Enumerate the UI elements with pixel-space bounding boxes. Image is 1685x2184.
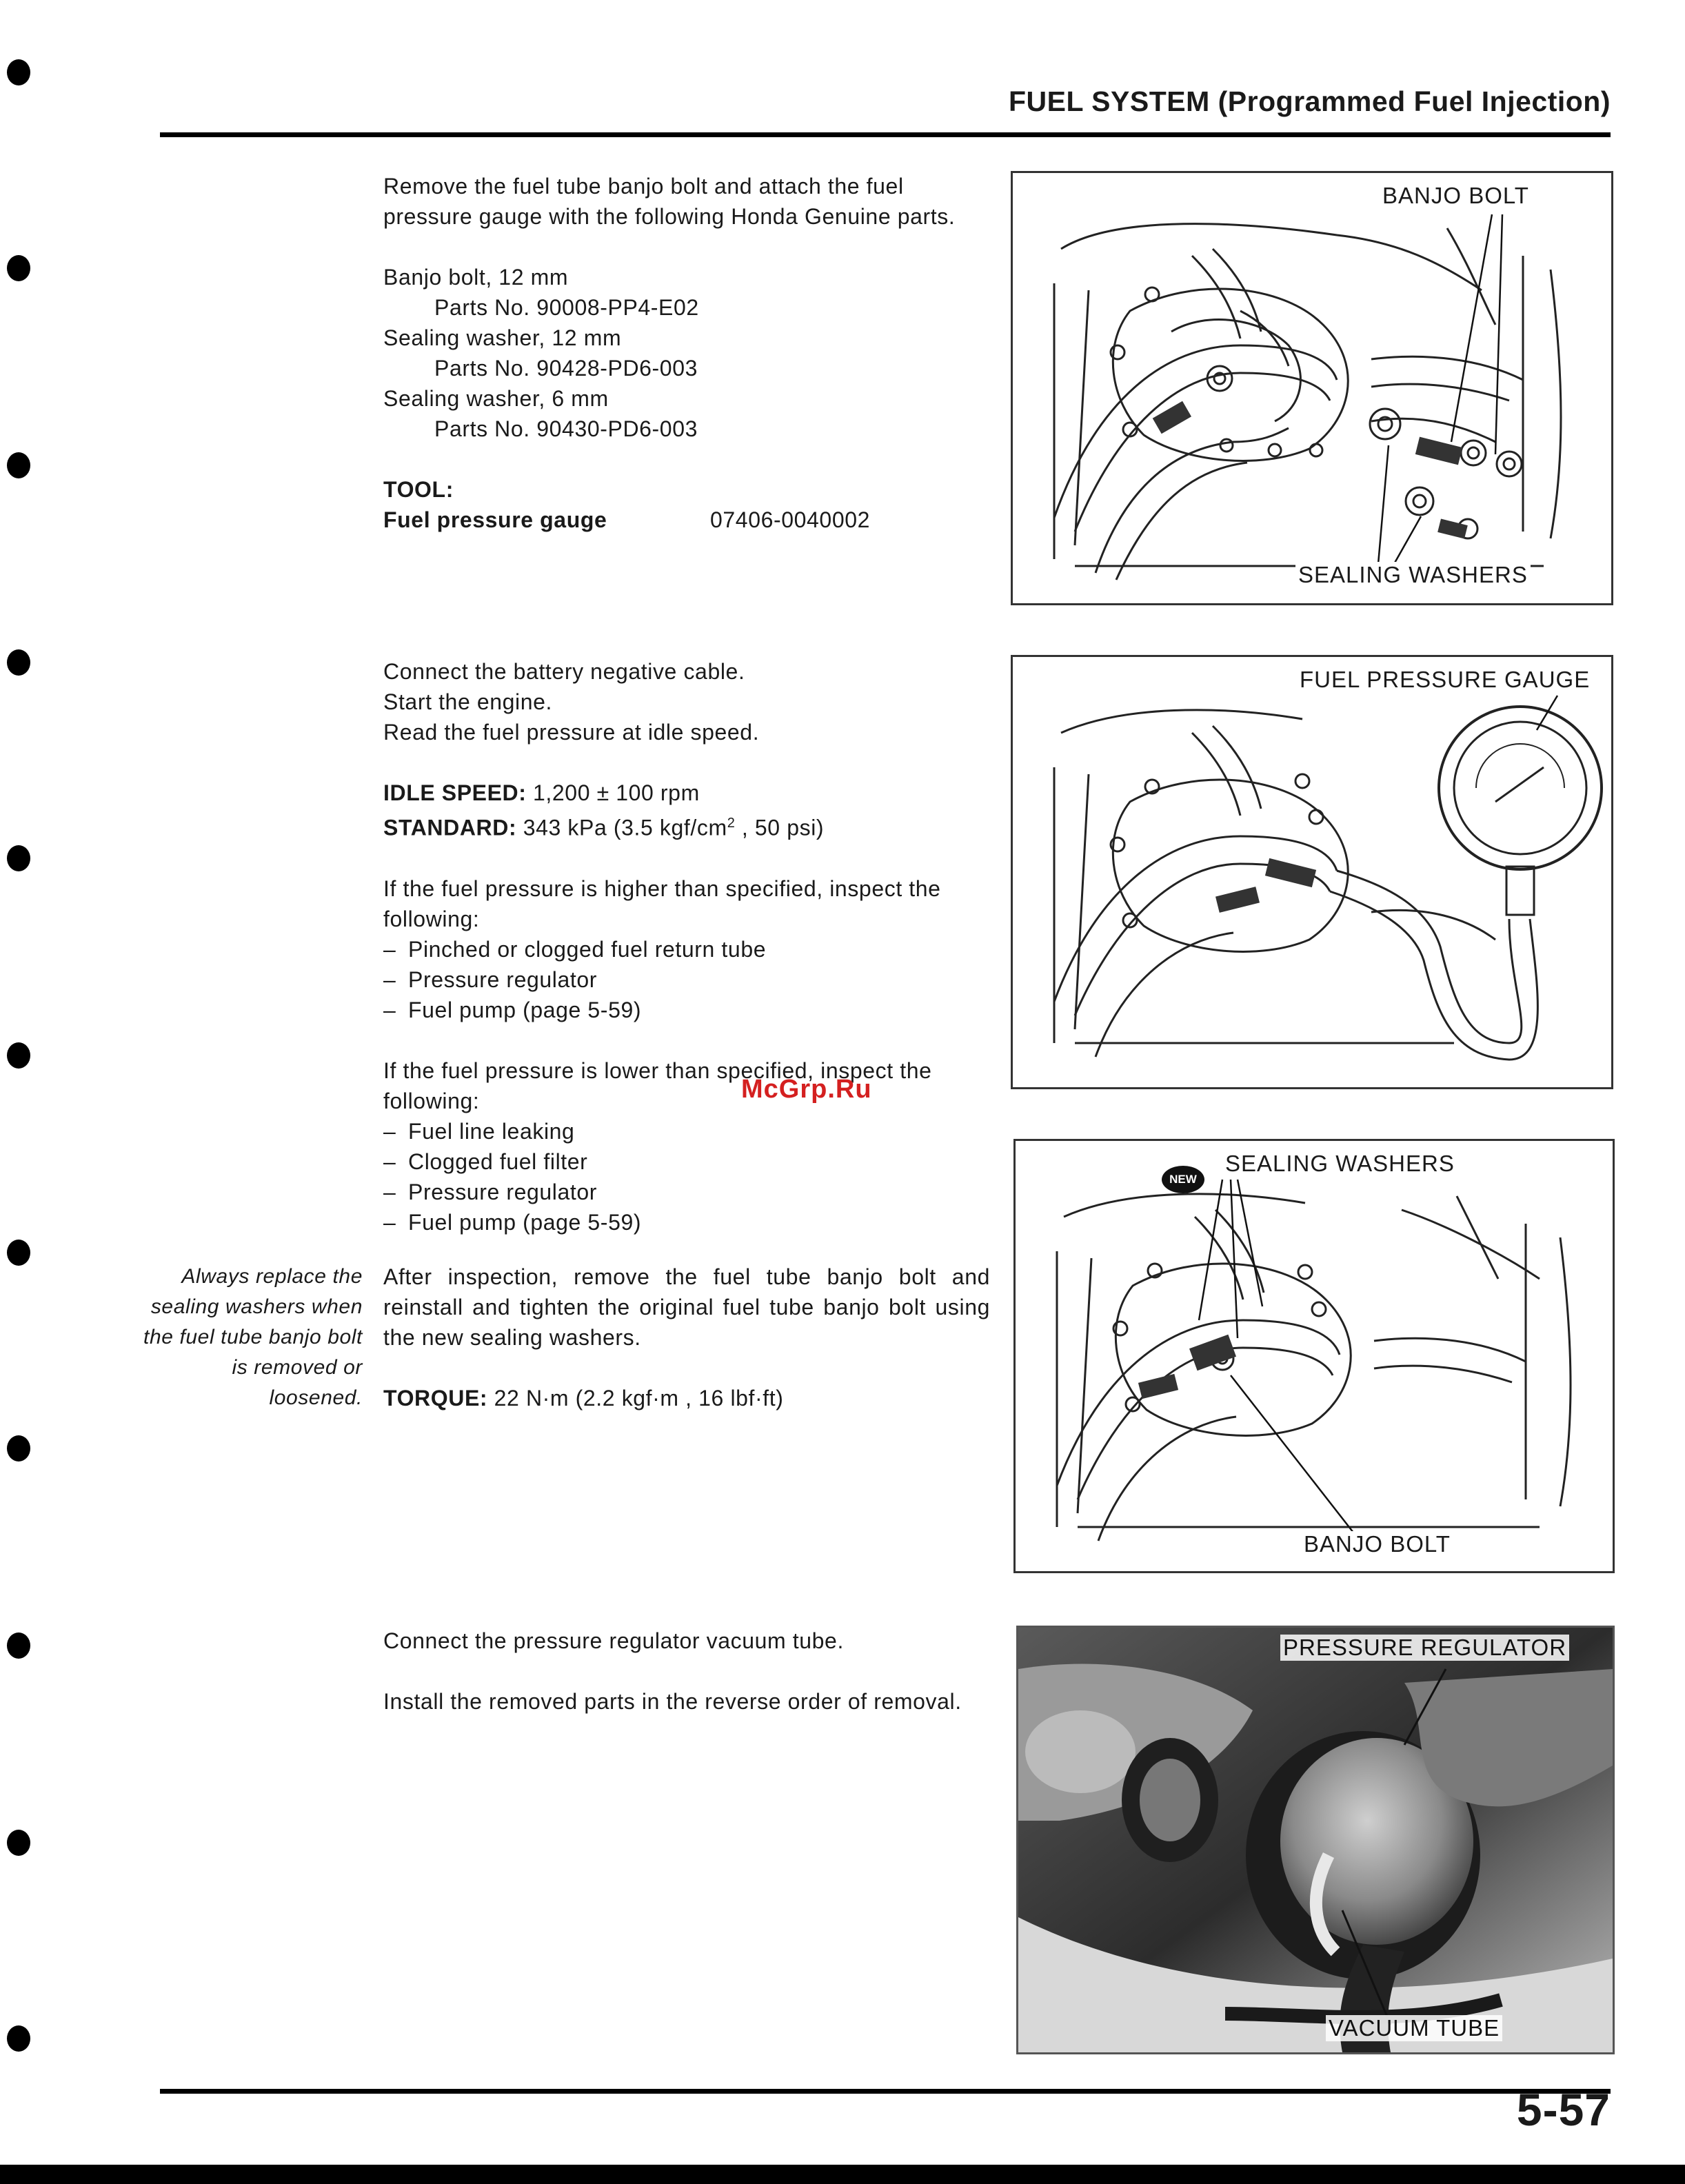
binding-hole <box>7 845 30 871</box>
torque-spec <box>383 1383 990 1413</box>
intro-paragraph: Remove the fuel tube banjo bolt and attach the fuel pressure gauge with the following Honda Genuine parts. <box>383 174 956 229</box>
reverse-order-step: Install the removed parts in the reverse order of removal. <box>383 1689 962 1714</box>
binding-hole <box>7 2025 30 2052</box>
binding-hole <box>7 1240 30 1266</box>
figure-banjo-bolt-washers <box>1011 171 1613 605</box>
pressure-gauge-illustration <box>1013 657 1611 1087</box>
torque-value: 22 N·m (2.2 kgf·m , 16 lbf·ft) <box>487 1386 784 1410</box>
reinstall-paragraph: After inspection, remove the fuel tube banjo bolt and reinstall and tighten the original fuel tube banjo bolt using the new sealing washers. <box>383 1264 990 1350</box>
label-sealing-washers: SEALING WASHERS <box>1222 1151 1457 1177</box>
tool-number: 07406-0040002 <box>710 507 871 532</box>
list-item: – Pressure regulator <box>383 1179 598 1204</box>
part-number: Parts No. 90430-PD6-003 <box>434 416 698 441</box>
figure-new-sealing-washers <box>1013 1139 1615 1573</box>
torque-label: TORQUE: <box>383 1386 488 1410</box>
section-fuel-pressure-check <box>383 656 990 1237</box>
list-item: – Clogged fuel filter <box>383 1149 588 1174</box>
standard-label: STANDARD: <box>383 815 517 840</box>
parts-list <box>383 262 990 444</box>
standard-superscript: 2 <box>727 816 736 831</box>
list-item: – Fuel line leaking <box>383 1118 575 1144</box>
binding-hole <box>7 1830 30 1856</box>
figure-fuel-pressure-gauge <box>1011 655 1613 1089</box>
label-banjo-bolt: BANJO BOLT <box>1380 183 1532 209</box>
binding-hole <box>7 452 30 478</box>
section-reinstall-banjo <box>383 1262 990 1413</box>
idle-speed-spec <box>383 778 990 808</box>
step: Start the engine. <box>383 689 553 714</box>
tool-row <box>383 505 990 535</box>
page-number: 5-57 <box>1516 2084 1611 2135</box>
banjo-bolt-reinstall-illustration <box>1016 1141 1613 1571</box>
tool-name: Fuel pressure gauge <box>383 507 607 532</box>
watermark: McGrp.Ru <box>741 1075 872 1104</box>
binding-hole <box>7 1632 30 1659</box>
header-rule <box>160 132 1611 137</box>
part-name: Sealing washer, 6 mm <box>383 386 609 411</box>
list-item: – Fuel pump (page 5-59) <box>383 1209 642 1235</box>
label-vacuum-tube: VACUUM TUBE <box>1326 2015 1502 2041</box>
list-item: – Pressure regulator <box>383 967 598 992</box>
binding-hole <box>7 1042 30 1069</box>
higher-pressure-intro: If the fuel pressure is higher than specified, inspect the following: <box>383 876 941 931</box>
footer-rule <box>160 2089 1611 2094</box>
standard-spec <box>383 808 990 843</box>
list-item: – Fuel pump (page 5-59) <box>383 997 642 1022</box>
part-number: Parts No. 90428-PD6-003 <box>434 356 698 381</box>
step: Read the fuel pressure at idle speed. <box>383 720 760 745</box>
new-part-icon: NEW <box>1162 1166 1204 1193</box>
standard-value: 343 kPa (3.5 kgf/cm <box>516 815 727 840</box>
vacuum-tube-step: Connect the pressure regulator vacuum tube. <box>383 1628 844 1653</box>
standard-value-tail: , 50 psi) <box>735 815 825 840</box>
step: Connect the battery negative cable. <box>383 659 745 684</box>
photo-pressure-regulator <box>1016 1626 1615 2054</box>
fuel-pump-illustration <box>1013 173 1611 603</box>
page-header-title: FUEL SYSTEM (Programmed Fuel Injection) <box>1008 85 1611 117</box>
idle-speed-label: IDLE SPEED: <box>383 780 527 805</box>
binding-hole <box>7 255 30 281</box>
idle-speed-value: 1,200 ± 100 rpm <box>526 780 700 805</box>
label-pressure-regulator: PRESSURE REGULATOR <box>1280 1635 1569 1661</box>
side-note: Always replace the sealing washers when the fuel tube banjo bolt is removed or loosened. <box>143 1265 363 1409</box>
engine-bay-photo <box>1018 1628 1613 2052</box>
label-sealing-washers: SEALING WASHERS <box>1295 562 1531 588</box>
tool-heading: TOOL: <box>383 477 454 502</box>
section-fuel-gauge-attach <box>383 171 990 535</box>
binding-hole <box>7 649 30 676</box>
binding-hole <box>7 1435 30 1462</box>
label-banjo-bolt: BANJO BOLT <box>1301 1531 1453 1557</box>
label-fuel-pressure-gauge: FUEL PRESSURE GAUGE <box>1297 667 1593 693</box>
binding-hole <box>7 59 30 85</box>
part-name: Banjo bolt, 12 mm <box>383 265 569 290</box>
list-item: – Pinched or clogged fuel return tube <box>383 936 767 962</box>
section-reassembly <box>383 1626 990 1717</box>
lower-pressure-intro: If the fuel pressure is lower than specified, inspect the following: <box>383 1058 932 1113</box>
part-name: Sealing washer, 12 mm <box>383 325 622 350</box>
part-number: Parts No. 90008-PP4-E02 <box>434 295 699 320</box>
page-bottom-edge <box>0 2165 1685 2184</box>
